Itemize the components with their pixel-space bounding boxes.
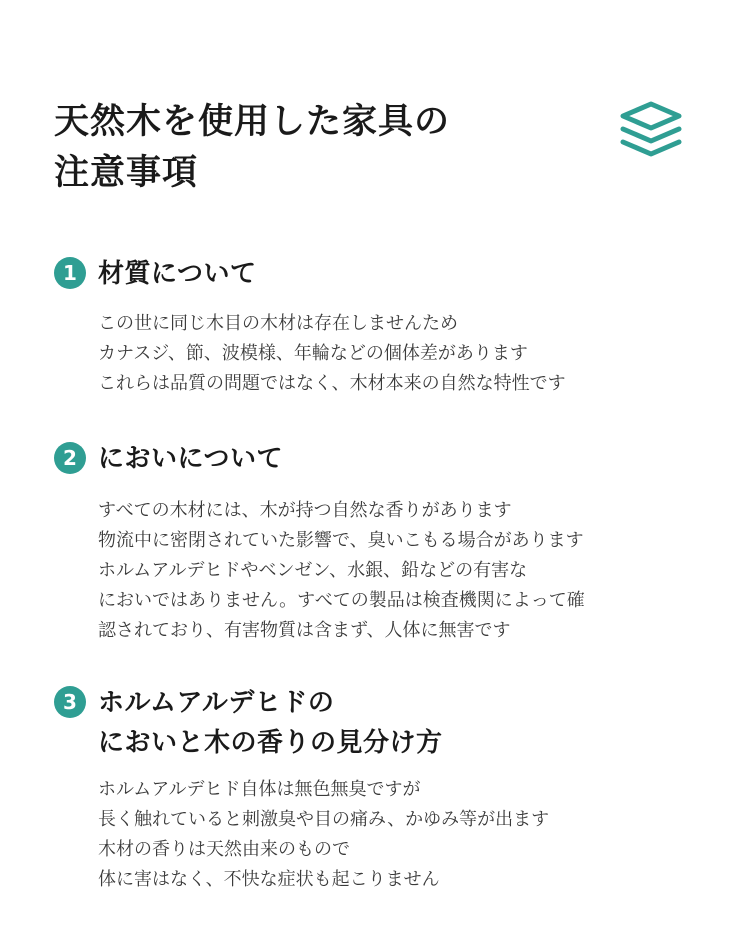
section-title-line: においと木の香りの見分け方 [98,728,443,758]
section-number-badge: 3 [54,686,86,718]
body-line: 物流中に密閉されていた影響で、臭いこもる場合があります [98,530,584,551]
section-material [54,254,714,399]
body-line: においではありません。すべての製品は検査機関によって確 [98,590,585,611]
section-body [98,309,714,399]
body-line: 体に害はなく、不快な症状も起こりません [98,869,440,890]
body-line: 木材の香りは天然由来のもので [98,839,350,860]
section-smell [54,439,714,646]
section-title [98,683,443,763]
section-title [98,439,283,479]
section-body [98,775,714,895]
section-title [98,254,256,294]
section-body [98,496,714,646]
body-line: ホルムアルデヒド自体は無色無臭ですが [98,779,421,800]
section-distinguish [54,683,714,895]
body-line: 認されており、有害物質は含まず、人体に無害です [98,620,511,641]
body-line: すべての木材には、木が持つ自然な香りがあります [98,500,512,521]
body-line: 長く触れていると刺激臭や目の痛み、かゆみ等が出ます [98,809,550,830]
page-title-line: 天然木を使用した家具の [54,102,451,142]
body-line: この世に同じ木目の木材は存在しませんため [98,313,458,334]
body-line: カナスジ、節、波模様、年輪などの個体差があります [98,343,528,364]
section-header [54,683,714,763]
body-line: ホルムアルデヒドやベンゼン、水銀、鉛などの有害な [98,560,528,581]
section-title-line: ホルムアルデヒドの [98,688,335,718]
stacked-layers-icon [616,98,686,168]
page-title-line: 注意事項 [54,153,199,193]
section-header [54,439,714,479]
body-line: これらは品質の問題ではなく、木材本来の自然な特性です [98,373,566,394]
section-number-badge: 1 [54,257,86,289]
section-number-badge: 2 [54,442,86,474]
section-header [54,254,714,294]
page-title [54,97,450,199]
section-title-line: 材質について [98,259,257,289]
section-title-line: においについて [98,444,283,474]
